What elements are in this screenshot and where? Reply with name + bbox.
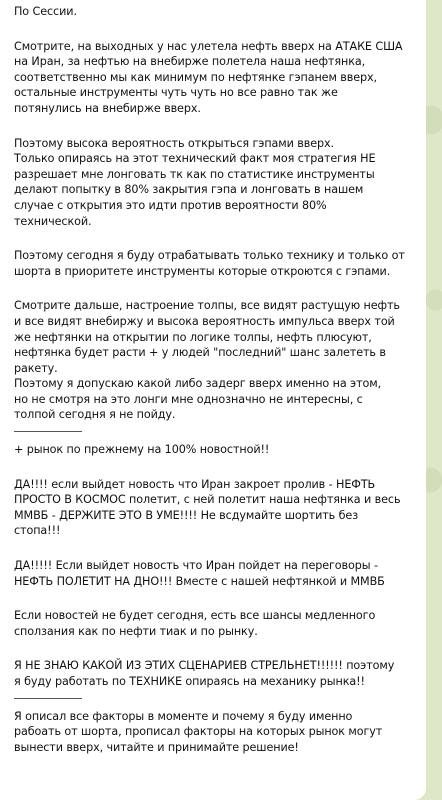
message-paragraph-unknown-scenario: Я НЕ ЗНАЮ КАКОЙ ИЗ ЭТИХ СЦЕНАРИЕВ СТРЕЛЬНЕТ!!!!!! поэтому я буду работать по ТЕХНИКЕ опираясь на механику рынка!!	[14, 659, 395, 688]
message-paragraph-crowd-mood: Смотрите дальше, настроение толпы, все видят растущую нефть и все видят внебиржу и высока вероятность импульса вверх той же нефтянки на открытии по логике толпы, нефть плюсуют, нефтянка будет расти + у людей "последний" шанс залететь в ракету. Поэтому я допускаю какой либо задерг вверх именно на этом, но не смотря на это лонги мне однозначно не интересны, с толпой сегодня я не пойду.	[14, 299, 400, 422]
divider-line	[14, 431, 82, 432]
message-paragraph-session: По Сессии.	[14, 5, 77, 18]
message-paragraph-gap-probability: Поэтому высока вероятность открыться гэпами вверх. Только опираясь на этот технический факт моя стратегия НЕ разрешает мне лонговать тк как по статистике инструменты делают попытку в 80% закрытия гэпа и лонговать в нашем случае с открытия это идти против вероятности 80% технической.	[14, 136, 376, 228]
message-paragraph-scenario-strait: ДА!!!! если выйдет новость что Иран закроет пролив - НЕФТЬ ПРОСТО В КОСМОС полетит, с ней полетит наша нефтянка и весь ММВБ - ДЕРЖИТЕ ЭТО В УМЕ!!!! Не всдумайте шортить без стопа!!!	[14, 477, 401, 538]
message-paragraph-oil-news: Смотрите, на выходных у нас улетела нефть вверх на АТАКЕ США на Иран, за нефтью на внебирже полетела наша нефтянка, соответственно мы как минимум по нефтянке гэпанем вверх, остальные инструменты чуть чуть но все равно так же потянулись на внебирже вверх.	[14, 39, 403, 115]
message-paragraph-no-news: Если новостей не будет сегодня, есть все шансы медленного сползания как по нефти тиак и по рынку.	[14, 609, 376, 638]
message-paragraph-short-plan: Поэтому сегодня я буду отрабатывать только технику и только от шорта в приоритете инструменты которые откроются с гэпами.	[14, 249, 405, 278]
message-paragraph-conclusion: Я описал все факторы в моменте и почему я буду именно рабоать от шорта, прописал факторы на которых рынок могут вынести вверх, читайте и принимайте решение!	[14, 709, 383, 754]
message-paragraph-scenario-talks: ДА!!!!! Если выйдет новость что Иран пойдет на переговоры - НЕФТЬ ПОЛЕТИТ НА ДНО!!! Вместе с нашей нефтянкой и ММВБ	[14, 559, 385, 588]
message-paragraph-news-market: + рынок по прежнему на 100% новостной!!	[14, 443, 270, 457]
divider-line-2	[14, 698, 82, 699]
